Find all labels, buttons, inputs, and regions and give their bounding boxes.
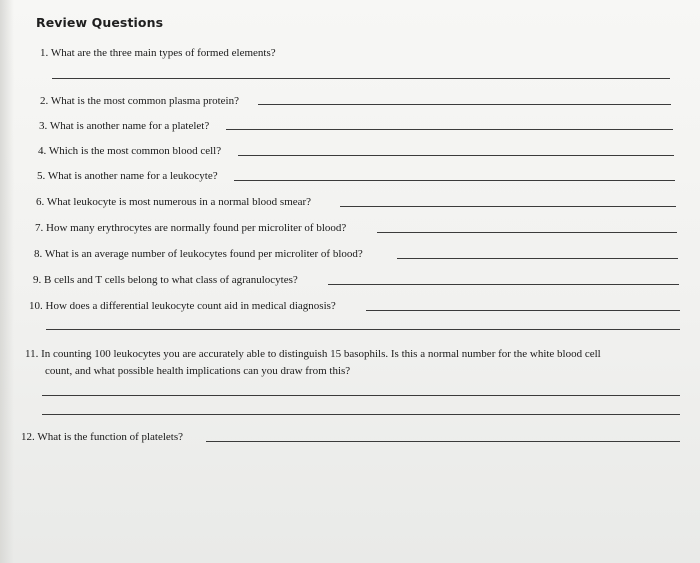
question-number: 12. (21, 431, 35, 443)
question-text: What is another name for a platelet? (49, 120, 210, 132)
question-text: How many erythrocytes are normally found per microliter of blood? (46, 222, 347, 234)
question-text: B cells and T cells belong to what class of agranulocytes? (44, 274, 298, 286)
question-number: 6. (36, 196, 45, 208)
question-text: What is the function of platelets? (37, 431, 184, 443)
question-8 (34, 247, 363, 261)
page-title: Review Questions (36, 15, 164, 30)
answer-line-6[interactable] (340, 206, 676, 207)
question-text: What is an average number of leukocytes found per microliter of blood? (44, 248, 363, 260)
question-10 (29, 299, 336, 313)
answer-line-3[interactable] (226, 129, 673, 130)
question-number: 5. (37, 170, 46, 182)
question-text: What are the three main types of formed elements? (50, 47, 276, 59)
question-6 (36, 195, 311, 209)
answer-line-2[interactable] (258, 104, 671, 105)
question-number: 3. (39, 120, 48, 132)
answer-line-11a[interactable] (42, 395, 680, 396)
question-9 (33, 273, 298, 287)
question-text: What leukocyte is most numerous in a normal blood smear? (46, 196, 312, 208)
question-11 (25, 346, 665, 380)
question-text-line-2: count, and what possible health implications can you draw from this? (45, 365, 351, 377)
answer-line-4[interactable] (238, 155, 674, 156)
answer-line-7[interactable] (377, 232, 677, 233)
answer-line-5[interactable] (234, 180, 675, 181)
question-4 (38, 144, 221, 158)
page-edge-shadow (0, 0, 14, 563)
question-7 (35, 221, 346, 235)
question-number: 11. (25, 348, 39, 360)
question-number: 2. (40, 95, 49, 107)
answer-line-10b[interactable] (46, 329, 680, 330)
question-number: 1. (40, 47, 49, 59)
question-number: 7. (35, 222, 44, 234)
question-text: What is the most common plasma protein? (50, 95, 239, 107)
question-number: 10. (29, 300, 43, 312)
question-number: 4. (38, 145, 47, 157)
answer-line-8[interactable] (397, 258, 678, 259)
question-12 (21, 430, 183, 444)
answer-line-10a[interactable] (366, 310, 680, 311)
answer-line-11b[interactable] (42, 414, 680, 415)
question-text: What is another name for a leukocyte? (47, 170, 218, 182)
question-text: How does a differential leukocyte count aid in medical diagnosis? (45, 300, 336, 312)
answer-line-1[interactable] (52, 78, 670, 79)
question-2 (40, 94, 239, 108)
question-text-line-1: In counting 100 leukocytes you are accurately able to distinguish 15 basophils. Is this a normal number for the white blood cell (41, 348, 601, 360)
question-5 (37, 169, 218, 183)
question-number: 8. (34, 248, 43, 260)
question-1 (40, 46, 276, 60)
question-text: Which is the most common blood cell? (48, 145, 222, 157)
answer-line-9[interactable] (328, 284, 679, 285)
question-number: 9. (33, 274, 42, 286)
question-3 (39, 119, 209, 133)
answer-line-12[interactable] (206, 441, 680, 442)
